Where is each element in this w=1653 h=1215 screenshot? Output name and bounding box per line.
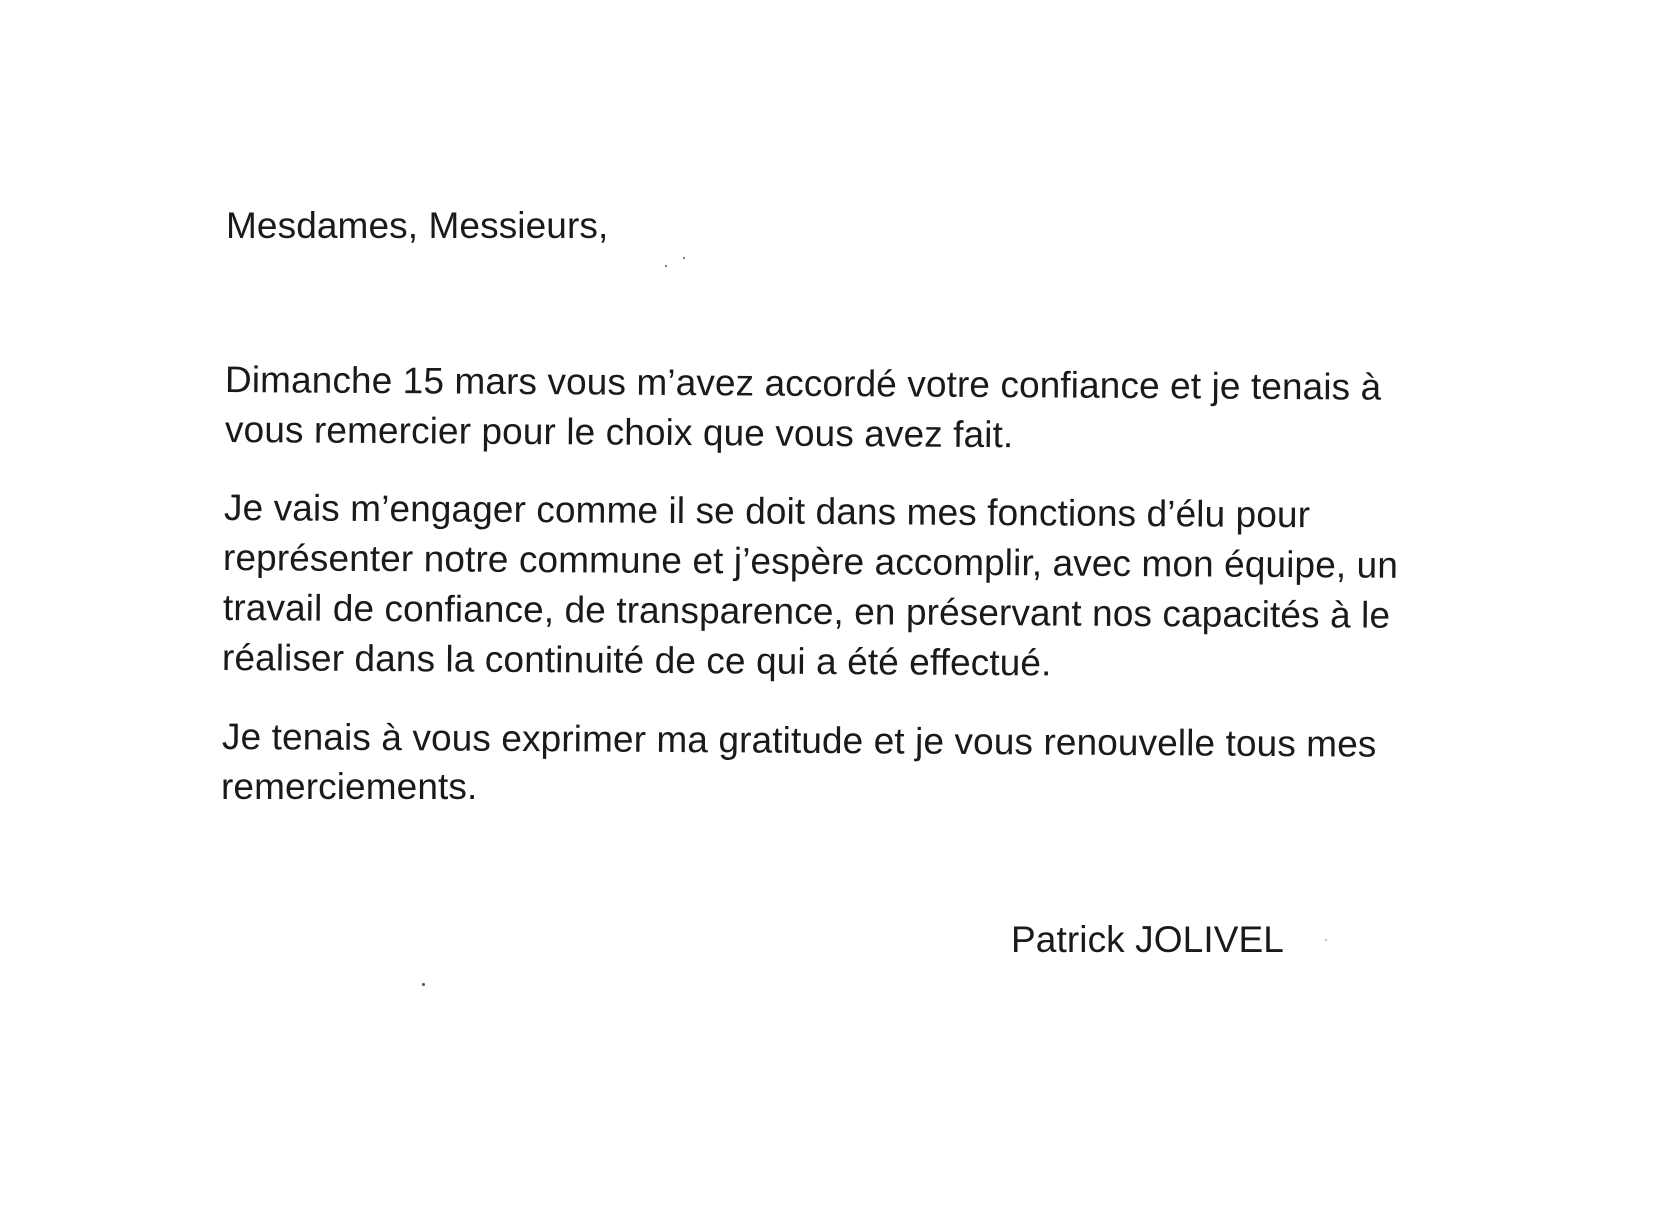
scan-speck (683, 257, 685, 259)
paragraph-line: vous remercier pour le choix que vous avez fait. (224, 409, 1014, 456)
scan-speck (422, 983, 425, 986)
paragraph-line: travail de confiance, de transparence, en préservant nos capacités à le (222, 587, 1391, 636)
scan-speck (1325, 939, 1327, 941)
paragraph-line: Je vais m’engager comme il se doit dans mes fonctions d’élu pour (223, 487, 1311, 536)
paragraph-line: Je tenais à vous exprimer ma gratitude et je vous renouvelle tous mes (221, 716, 1377, 765)
paragraph-line: Dimanche 15 mars vous m’avez accordé votre confiance et je tenais à (224, 359, 1382, 408)
signature: Patrick JOLIVEL (1011, 919, 1284, 960)
paragraph-line: représenter notre commune et j’espère accomplir, avec mon équipe, un (222, 537, 1399, 586)
scan-speck (665, 265, 667, 267)
salutation: Mesdames, Messieurs, (226, 205, 609, 246)
paragraph-line: réaliser dans la continuité de ce qui a été effectué. (221, 637, 1052, 684)
paragraph-line: remerciements. (221, 766, 478, 807)
